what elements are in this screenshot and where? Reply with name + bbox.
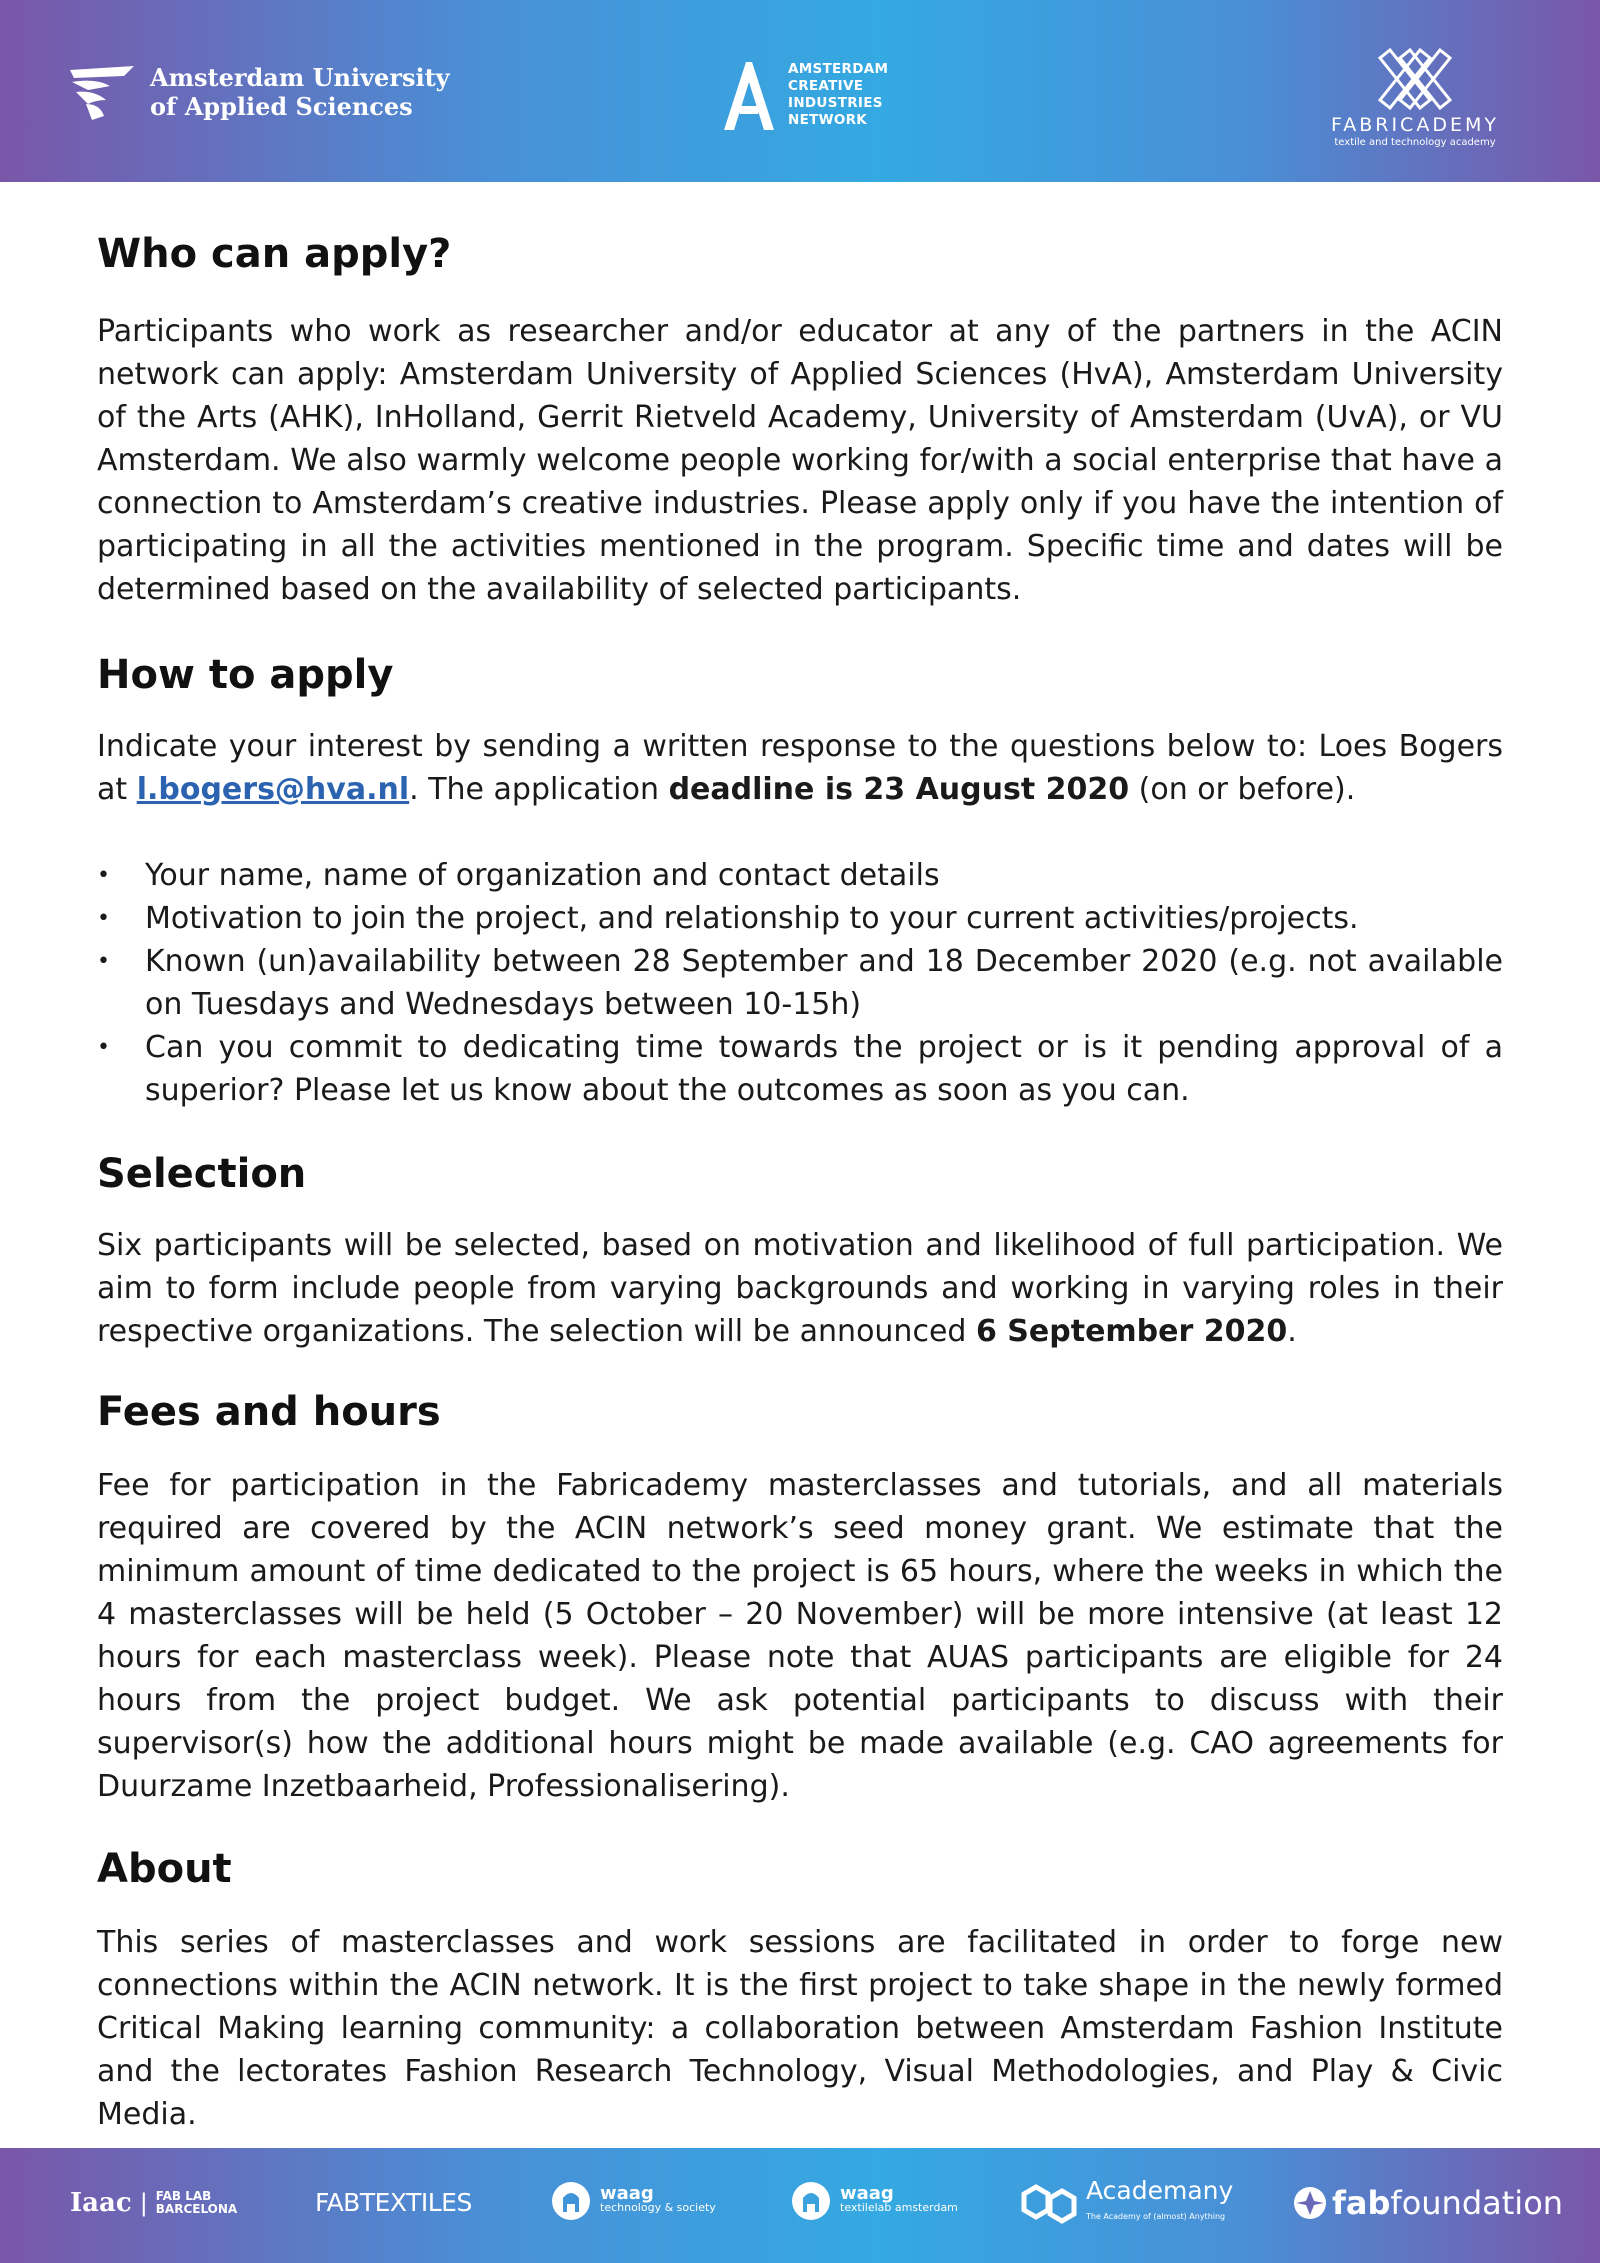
academany-sub: The Academy of (almost) Anything <box>1086 2212 1226 2221</box>
selection-text-end: . <box>1287 1314 1297 1349</box>
list-item <box>97 1026 1503 1112</box>
iaac-separator: | <box>139 2189 148 2217</box>
waag-textilelab-logo <box>790 2180 958 2222</box>
list-item <box>97 854 1503 897</box>
fabricademy-knot-icon <box>1360 40 1470 112</box>
acin-line2: CREATIVE <box>788 78 864 94</box>
waag2-sub: textilelab amsterdam <box>840 2201 958 2214</box>
how-intro-after: (on or before). <box>1129 772 1356 807</box>
fabricademy-name: FABRICADEMY <box>1331 114 1499 136</box>
waag-technology-logo <box>550 2180 716 2222</box>
fablab-label: FAB LAB <box>155 2189 212 2203</box>
bullet-icon: • <box>97 906 110 931</box>
acin-line3: INDUSTRIES <box>788 95 883 111</box>
who-can-apply-heading: Who can apply? <box>97 231 452 277</box>
iaac-name: Iaac <box>70 2188 132 2218</box>
fabricademy-logo <box>1320 40 1510 148</box>
fabricademy-tagline: textile and technology academy <box>1334 137 1496 148</box>
acin-line1: AMSTERDAM <box>788 61 889 77</box>
selection-text: Six participants will be selected, based on motivation and likelihood of full participation. We aim to form include people from varying backgrounds and working in varying roles in their respective organizations. The selection will be announced <box>97 1228 1503 1349</box>
list-item <box>97 897 1503 940</box>
auas-logo <box>66 60 450 124</box>
academany-name: Academany <box>1086 2176 1234 2205</box>
bullet-icon: • <box>97 949 110 974</box>
list-item-text: Your name, name of organization and contact details <box>145 858 940 893</box>
waag-castle-icon <box>790 2180 832 2222</box>
waag1-sub: technology & society <box>600 2201 716 2214</box>
email-link[interactable]: l.bogers@hva.nl <box>136 772 410 807</box>
iaac-fablab-logo <box>70 2188 237 2218</box>
bullet-icon: • <box>97 863 110 888</box>
auas-wave-icon <box>66 60 138 124</box>
bullet-icon: • <box>97 1035 110 1060</box>
fabfoundation-logo <box>1292 2184 1563 2222</box>
academany-hexagons-icon <box>1020 2183 1080 2225</box>
deadline-text: deadline is 23 August 2020 <box>668 772 1130 807</box>
acin-line4: NETWORK <box>788 112 868 128</box>
fablab-city: BARCELONA <box>155 2202 238 2216</box>
selection-heading: Selection <box>97 1151 307 1197</box>
how-to-apply-heading: How to apply <box>97 652 394 698</box>
footer-logos <box>0 2148 1600 2263</box>
about-heading: About <box>97 1846 232 1892</box>
academany-logo <box>1020 2178 1233 2230</box>
auas-line1: Amsterdam University <box>150 63 450 92</box>
fees-and-hours-body: Fee for participation in the Fabricademy masterclasses and tutorials, and all materials required are covered by the ACIN network’s seed money grant. We estimate that the minimum amount of time dedicated to the project is 65 hours, where the weeks in which the 4 masterclasses will be held (5 October – 20 November) will be more intensive (at least 12 hours for each masterclass week). Please note that AUAS participants are eligible for 24 hours from the project budget. We ask potential participants to discuss with their supervisor(s) how the additional hours might be made available (e.g. CAO agreements for Duurzame Inzetbaarheid, Professionalisering). <box>97 1468 1503 1804</box>
list-item-text: Known (un)availability between 28 September and 18 December 2020 (e.g. not available on Tuesdays and Wednesdays between 10-15h) <box>145 944 1503 1022</box>
fabfoundation-gear-icon <box>1292 2185 1328 2221</box>
how-intro-middle: . The application <box>409 772 669 807</box>
fabfoundation-rest: foundation <box>1390 2184 1564 2222</box>
auas-line2: of Applied Sciences <box>150 92 413 121</box>
how-to-apply-body <box>97 725 1503 811</box>
about-body: This series of masterclasses and work sessions are facilitated in order to forge new connections within the ACIN network. It is the first project to take shape in the newly formed Critical Making learning community: a collaboration between Amsterdam Fashion Institute and the lectorates Fashion Research Technology, Visual Methodologies, and Play & Civic Media. <box>97 1925 1503 2132</box>
who-can-apply-body: Participants who work as researcher and/or educator at any of the partners in the ACIN network can apply: Amsterdam University of Applied Sciences (HvA), Amsterdam University of the Arts (AHK), InHolland, Gerrit Rietveld Academy, University of Amsterdam (UvA), or VU Amsterdam. We also warmly welcome people working for/with a social enterprise that have a connection to Amsterdam’s creative industries. Please apply only if you have the intention of participating in all the activities mentioned in the program. Specific time and dates will be determined based on the availability of selected participants. <box>97 314 1503 607</box>
application-questions-list <box>97 854 1503 1112</box>
waag2-name: waag <box>840 2183 894 2204</box>
acin-a-icon <box>720 58 778 132</box>
fabfoundation-bold: fab <box>1332 2184 1391 2222</box>
list-item-text: Can you commit to dedicating time towards the project or is it pending approval of a superior? Please let us know about the outcomes as soon as you can. <box>145 1030 1503 1108</box>
waag1-name: waag <box>600 2183 654 2204</box>
waag-castle-icon <box>550 2180 592 2222</box>
how-intro-before: Indicate your interest by sending a written response to the questions below to: Loes Bogers at <box>97 729 1503 807</box>
acin-logo <box>720 58 888 132</box>
fabtextiles-logo: FABTEXTILES <box>315 2188 472 2217</box>
selection-body <box>97 1224 1503 1353</box>
list-item-text: Motivation to join the project, and relationship to your current activities/projects. <box>145 901 1359 936</box>
selection-date: 6 September 2020 <box>975 1314 1288 1349</box>
fees-and-hours-heading: Fees and hours <box>97 1389 441 1435</box>
list-item <box>97 940 1503 1026</box>
